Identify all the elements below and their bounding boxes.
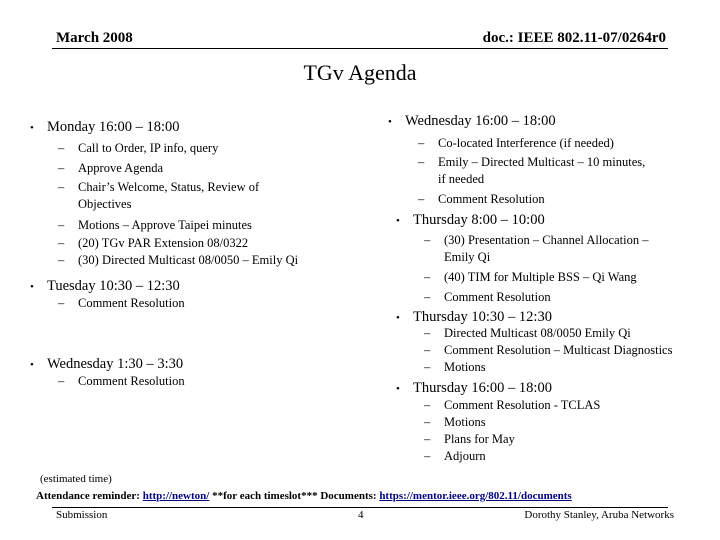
list-item: Comment Resolution [78,296,185,310]
tuesday-heading: Tuesday 10:30 – 12:30 [47,278,180,294]
dash-icon: – [58,141,65,155]
dash-icon: – [424,449,431,463]
dash-icon: – [424,270,431,284]
dash-icon: – [58,180,65,194]
list-item: Call to Order, IP info, query [78,141,219,155]
list-item: Comment Resolution [78,374,185,388]
slide-title: TGv Agenda [303,60,417,85]
list-item: Comment Resolution – Multicast Diagnostics [444,343,673,357]
list-item: Adjourn [444,449,486,463]
header-rule [52,48,668,49]
dash-icon: – [424,398,431,412]
attendance-label: Attendance reminder: [36,490,140,502]
bullet-icon: • [396,312,400,324]
dash-icon: – [58,161,65,175]
list-item: (40) TIM for Multiple BSS – Qi Wang [444,270,637,284]
list-item: (20) TGv PAR Extension 08/0322 [78,236,249,250]
dash-icon: – [418,192,425,206]
dash-icon: – [58,374,65,388]
dash-icon: – [424,326,431,340]
list-item: Approve Agenda [78,161,164,175]
header-doc-id: doc.: IEEE 802.11-07/0264r0 [482,30,666,46]
thursday-afternoon-heading: Thursday 16:00 – 18:00 [413,380,552,396]
list-item: Directed Multicast 08/0050 Emily Qi [444,326,631,340]
list-item: Motions – Approve Taipei minutes [78,218,252,232]
list-item: Emily – Directed Multicast – 10 minutes, [438,155,646,169]
attendance-reminder [36,490,572,502]
dash-icon: – [424,233,431,247]
list-item: Comment Resolution [444,290,551,304]
list-item-continuation: Objectives [78,197,132,211]
footer-rule [52,507,668,508]
thursday-morning-heading: Thursday 8:00 – 10:00 [413,212,545,228]
list-item: (30) Presentation – Channel Allocation – [444,233,649,247]
list-item-continuation: if needed [438,172,485,186]
estimated-time-note: (estimated time) [40,473,112,485]
bullet-icon: • [396,383,400,395]
list-item: Plans for May [444,432,515,446]
bullet-icon: • [30,359,34,371]
wednesday-afternoon-heading: Wednesday 1:30 – 3:30 [47,356,184,372]
wednesday-evening-heading: Wednesday 16:00 – 18:00 [405,113,556,129]
dash-icon: – [424,415,431,429]
dash-icon: – [424,360,431,374]
list-item: Motions [444,415,486,429]
documents-link[interactable]: https://mentor.ieee.org/802.11/documents [379,490,572,502]
list-item: (30) Directed Multicast 08/0050 – Emily Qi [78,253,299,267]
dash-icon: – [58,296,65,310]
footer-author: Dorothy Stanley, Aruba Networks [524,509,674,521]
attendance-link[interactable]: http://newton/ [142,490,210,502]
dash-icon: – [424,343,431,357]
list-item: Co-located Interference (if needed) [438,136,614,150]
dash-icon: – [424,290,431,304]
dash-icon: – [418,136,425,150]
dash-icon: – [418,155,425,169]
list-item: Comment Resolution [438,192,545,206]
dash-icon: – [424,432,431,446]
bullet-icon: • [30,281,34,293]
bullet-icon: • [30,122,34,134]
footer-page-number: 4 [358,509,364,521]
list-item-continuation: Emily Qi [444,250,491,264]
dash-icon: – [58,253,65,267]
footer-submission: Submission [56,509,108,521]
header-date: March 2008 [56,30,133,46]
bullet-icon: • [388,116,392,128]
dash-icon: – [58,218,65,232]
list-item: Chair’s Welcome, Status, Review of [78,180,260,194]
list-item: Comment Resolution - TCLAS [444,398,601,412]
dash-icon: – [58,236,65,250]
thursday-midday-heading: Thursday 10:30 – 12:30 [413,309,552,325]
list-item: Motions [444,360,486,374]
attendance-mid-text: **for each timeslot*** Documents: [212,490,377,502]
bullet-icon: • [396,215,400,227]
monday-heading: Monday 16:00 – 18:00 [47,119,180,135]
